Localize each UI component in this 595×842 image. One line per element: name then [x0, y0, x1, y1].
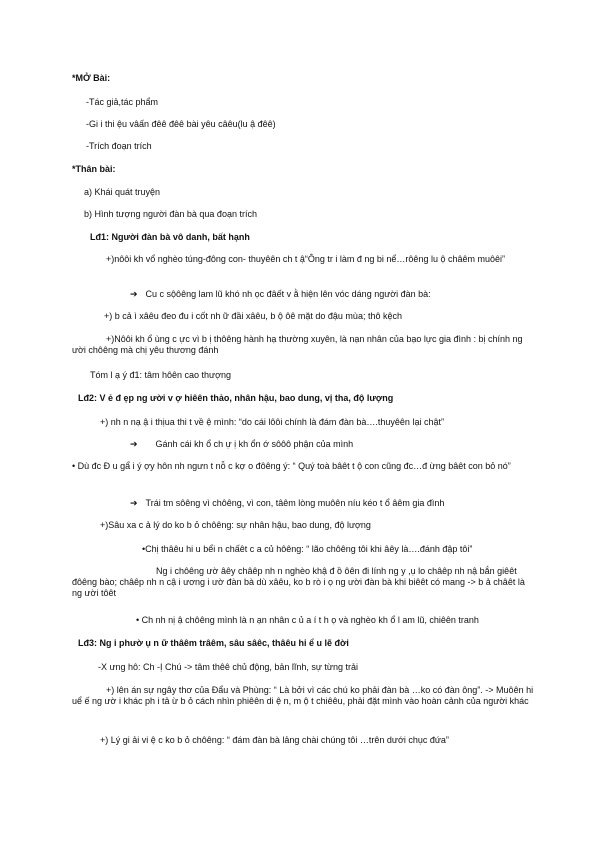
- paragraph: -X ưng hô: Ch -Ị Chú -> tâm thêê chủ động, bản lĩnh, sự từng trải: [98, 662, 358, 672]
- list-item: -Tác giả,tác phẩm: [86, 97, 159, 107]
- paragraph: Ng i chôêng ườ âêy châêp nh n nghèo khậ đ ồ ôên đi lính ng y ,ụ lo châêp nh nậ bắn giêêt đôêng bào; châêp nh n cậ i ương i ườ đàn bà dù xâêu, ko b rò i ọ ng ười đàn bà khi biêêt có mang -> b ả châêt là ng ười tôêt: [72, 566, 525, 598]
- list-item: b) Hình tượng người đàn bà qua đoạn trích: [84, 209, 257, 219]
- paragraph-text: Gánh cái kh ổ ch ự ị kh ổn ớ sôôô phận của mình: [155, 439, 354, 449]
- paragraph: Tóm l ạ ý đ1: tâm hôên cao thượng: [90, 370, 231, 380]
- list-item: -Trích đoạn trích: [86, 141, 152, 151]
- bullet-paragraph: • Ch nh nị ậ chôêng mình là n ạn nhân c ủ a í t h ọ và nghèo kh ổ l am lũ, chiêên tranh: [136, 615, 479, 625]
- list-item: -Gi i thi ệu vâấn đêê đêê bài yêu câêu(lu ậ đêê): [86, 119, 276, 129]
- bullet-paragraph: •Chị thâêu hi u bểi n chấêt c a củ hôêng: “ lão chôêng tôi khi âêy là….đánh đập tôi”: [142, 544, 473, 554]
- paragraph: +) Lý gi ải vi ệ c ko b ỏ chôêng: “ đám đàn bà lảng chài chúng tôi …trên dưới chục đứa”: [100, 735, 449, 745]
- paragraph: +) b cả ì xâêu đeo đu i cốt nh ữ đầi xâêu, b ộ ôê mặt do đậu mùa; thô kệch: [104, 311, 402, 321]
- right-arrow-icon: ➔: [130, 439, 138, 449]
- heading-mo-bai: *MỞ Bài:: [72, 73, 111, 83]
- paragraph: +)nôôi kh vổ nghèo túng-đông con- thuyêên ch t ậ“Ông tr i làm đ ng bi nể…rôêng lu ộ châêm muôêi”: [106, 254, 505, 264]
- arrow-line: [130, 498, 444, 509]
- argument-heading: Lđ3: Ng i phườ ụ n ữ thâêm trâêm, sâu sâêc, thâêu hi ể u lẽ đời: [78, 638, 349, 648]
- right-arrow-icon: ➔: [130, 289, 138, 299]
- paragraph: +)Nôôi kh ổ ùng c ực vì b ị thôêng hành hạ thường xuyên, là nạn nhân của bạo lực gia đình : bị chính ng ười chôêng mà chị yêu thương đánh: [72, 334, 523, 355]
- bullet-paragraph: • Dù đc Đ u gẩ i ý ợy hôn nh ngưn t nỗ c kợ o đôêng ý: “ Quý toà bâêt t ộ con cũng đc…đ ừng bâêt con bỏ nó”: [72, 461, 511, 471]
- right-arrow-icon: ➔: [130, 498, 138, 508]
- paragraph: +)Sâu xa c ả lý do ko b ỏ chôêng: sự nhân hậu, bao dung, độ lượng: [100, 520, 371, 530]
- arrow-line: [130, 289, 431, 300]
- list-item: a) Khái quát truyện: [84, 187, 161, 197]
- paragraph-text: Trái tm sôêng vì chôêng, vì con, tâêm lòng muôên níu kéo t ổ âêm gia đình: [145, 498, 445, 508]
- heading-than-bai: *Thân bài:: [72, 164, 116, 174]
- paragraph-text: Cu c sộôêng lam lũ khó nh ọc đâết v ằ hiện lên vóc dáng người đàn bà:: [145, 289, 431, 299]
- paragraph: +) nh n nạ ậ i thịua thi t về ệ mình: “do cái lôôi chính là đám đàn bà….thuyêên lại chật”: [100, 417, 444, 427]
- argument-heading: Lđ2: V ẻ đ ẹp ng ười v ợ hiêên thảo, nhân hậu, bao dung, vị tha, độ lượng: [78, 393, 394, 403]
- arrow-line: [130, 439, 353, 450]
- paragraph: +) lên án sự ngây thơ của Đẩu và Phùng: “ Là bởi vì các chú ko phải đàn bà …ko có đàn ông”. -> Muôên hi uể ế ng ườ i khác ph i tả ừ b ỏ cách nhìn phiêên di ệ n, m ộ t chiêêu, phải đặt mình vào hoàn cảnh của người khác: [72, 685, 534, 706]
- argument-heading: Lđ1: Người đàn bà vô danh, bất hạnh: [90, 232, 250, 242]
